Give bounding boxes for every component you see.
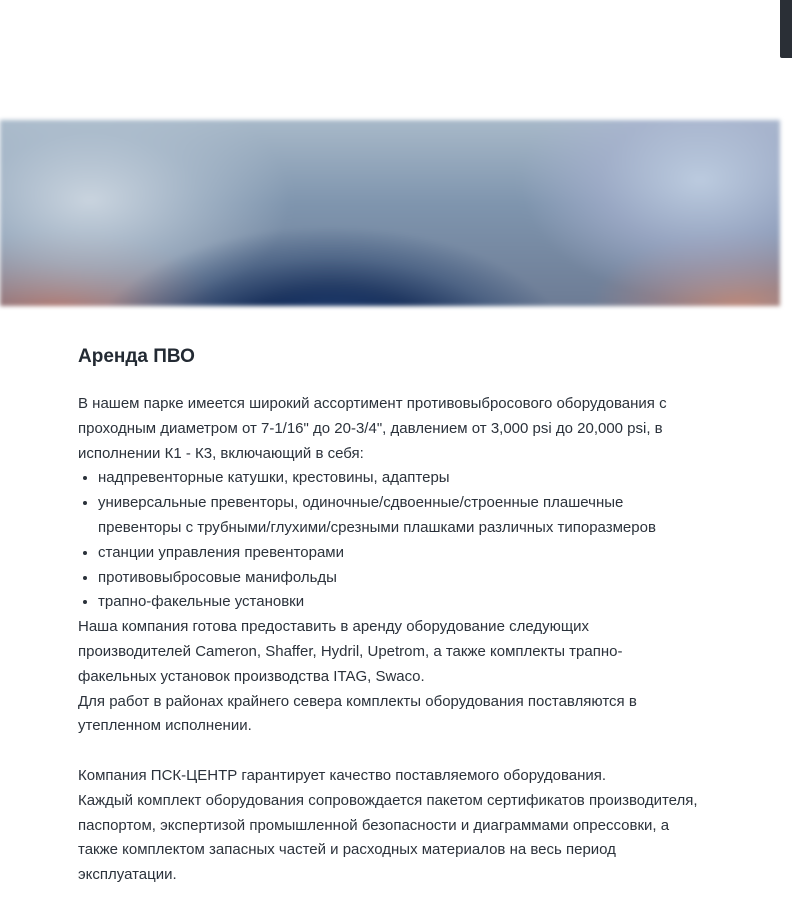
intro-paragraph: В нашем парке имеется широкий ассортимент противовыбросового оборудования с проходным диаметром от 7-1/16" до 20-3/4", давлением от 3,000 psi до 20,000 psi, в исполнении К1 - К3, включающий в себя: [78,395,667,462]
north-paragraph: Для работ в районах крайнего севера комплекты оборудования поставляются в утепленном исполнении. [78,692,637,735]
scrollbar-thumb[interactable] [780,0,792,58]
list-item: • противовыбросовые манифольды [98,566,698,591]
quality-paragraph: Компания ПСК-ЦЕНТР гарантирует качество поставляемого оборудования. [78,766,607,784]
equipment-list [78,466,698,615]
hero-image [0,120,780,306]
article-content [78,342,698,888]
list-item: • трапно-факельные установки [98,590,698,615]
page-title: Аренда ПВО [78,346,195,367]
paragraph-spacer [78,739,698,764]
list-item: • универсальные превенторы, одиночные/сдвоенные/строенные плашечные превенторы с трубными/глухими/срезными плашками различных типоразмеров [98,491,698,541]
list-item: • надпревенторные катушки, крестовины, адаптеры [98,466,698,491]
certificates-paragraph: Каждый комплект оборудования сопровождается пакетом сертификатов производителя, паспортом, экспертизой промышленной безопасности и диаграммами опрессовки, а также комплектом запасных частей и расходных материалов на весь период эксплуатации. [78,791,698,884]
list-item: • станции управления превенторами [98,541,698,566]
manufacturers-paragraph: Наша компания готова предоставить в аренду оборудование следующих производителей Cameron, Shaffer, Hydril, Upetrom, а также комплекты трапно-факельных установок производства ITAG, Swaco. [78,618,623,685]
